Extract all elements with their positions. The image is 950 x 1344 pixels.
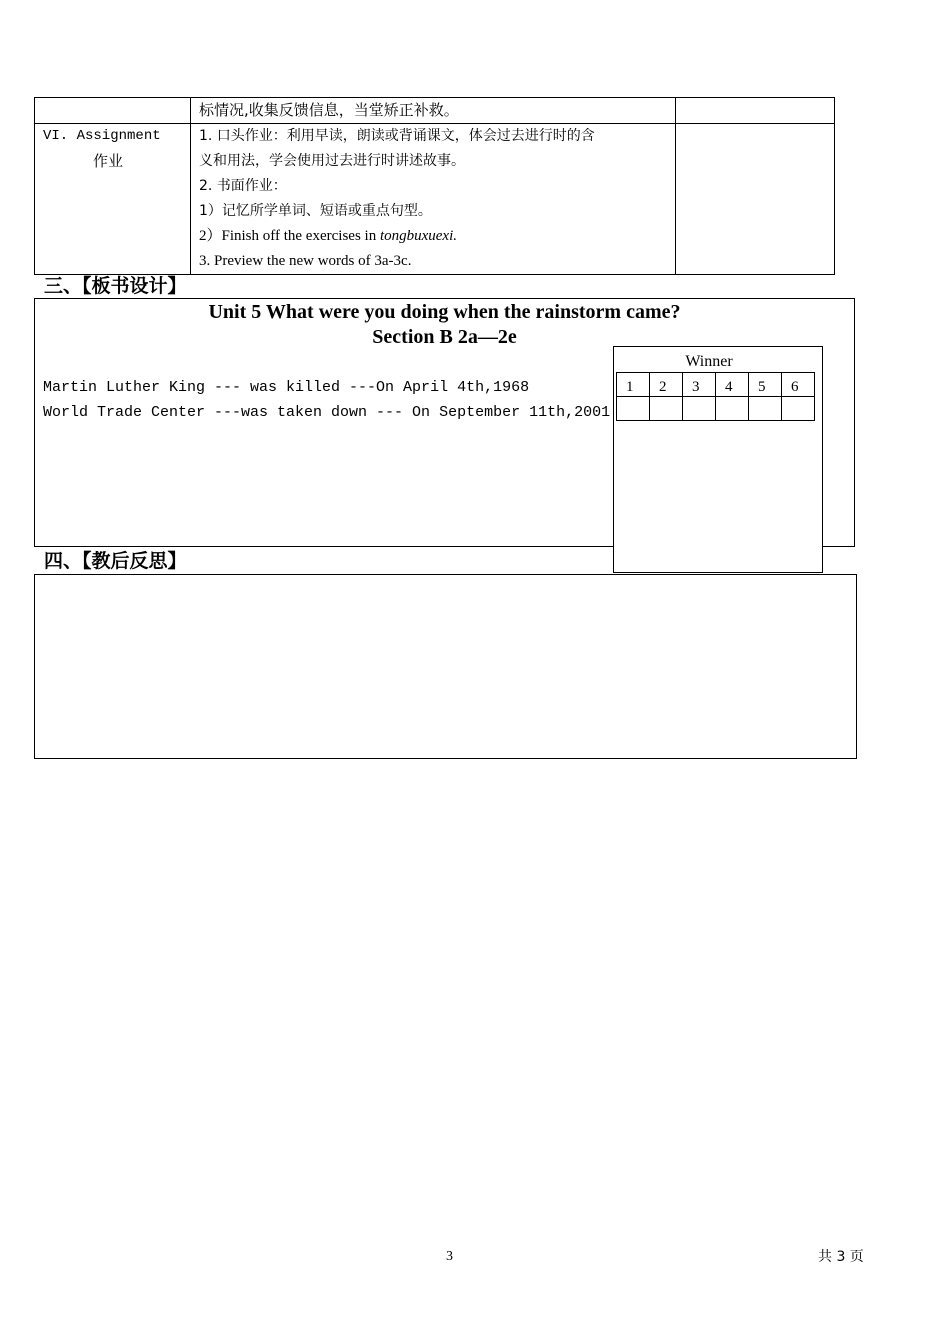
row-content-text: 标情况,收集反馈信息，当堂矫正补救。 bbox=[199, 101, 459, 119]
section-heading-reflection: 四、【教后反思】 bbox=[44, 550, 187, 572]
section-heading-board-design: 三、【板书设计】 bbox=[44, 275, 187, 297]
total-pages: 共 3 页 bbox=[818, 1249, 864, 1265]
table-row bbox=[35, 98, 835, 124]
score-number: 5 bbox=[749, 373, 782, 397]
assignment-line: 3. Preview the new words of 3a-3c. bbox=[199, 253, 412, 269]
assignment-line: 1）记忆所学单词、短语或重点句型。 bbox=[199, 203, 432, 219]
score-cell bbox=[650, 397, 683, 421]
assignment-line-text: 2）Finish off the exercises in bbox=[199, 228, 380, 244]
assignment-label-cell bbox=[35, 124, 191, 275]
page-number: 3 bbox=[446, 1249, 453, 1264]
assignment-line: 2. 书面作业： bbox=[199, 178, 287, 194]
board-title: Unit 5 What were you doing when the rainstorm came? bbox=[208, 301, 681, 323]
winner-score-table bbox=[616, 372, 815, 421]
assignment-notes-cell bbox=[676, 124, 835, 275]
assignment-label-en: VI. Assignment bbox=[43, 128, 161, 144]
winner-label: Winner bbox=[685, 353, 733, 370]
board-subtitle: Section B 2a—2e bbox=[372, 326, 517, 348]
row-content-cell bbox=[191, 98, 676, 124]
score-cell bbox=[683, 397, 716, 421]
score-number-row bbox=[617, 373, 815, 397]
reflection-box bbox=[34, 574, 857, 759]
assignment-book-name: tongbuxuexi. bbox=[379, 228, 458, 244]
score-number: 4 bbox=[716, 373, 749, 397]
assignment-content-cell bbox=[191, 124, 676, 275]
score-number: 2 bbox=[650, 373, 683, 397]
table-row bbox=[35, 124, 835, 275]
assignment-line: 义和用法，学会使用过去进行时讲述故事。 bbox=[199, 153, 465, 169]
lesson-plan-table bbox=[34, 97, 835, 275]
assignment-label-cn: 作业 bbox=[93, 152, 124, 170]
score-number: 6 bbox=[782, 373, 815, 397]
assignment-line: 1. 口头作业：利用早读，朗读或背诵课文，体会过去进行时的含 bbox=[199, 128, 595, 144]
score-number: 1 bbox=[617, 373, 650, 397]
score-cell bbox=[749, 397, 782, 421]
board-line: World Trade Center ---was taken down --- On September 11th,2001 bbox=[43, 404, 611, 421]
score-blank-row bbox=[617, 397, 815, 421]
score-cell bbox=[716, 397, 749, 421]
score-number: 3 bbox=[683, 373, 716, 397]
row-notes-cell bbox=[676, 98, 835, 124]
board-line: Martin Luther King --- was killed ---On April 4th,1968 bbox=[43, 379, 530, 396]
score-cell bbox=[617, 397, 650, 421]
assignment-line bbox=[199, 224, 671, 249]
score-cell bbox=[782, 397, 815, 421]
row-label-cell bbox=[35, 98, 191, 124]
